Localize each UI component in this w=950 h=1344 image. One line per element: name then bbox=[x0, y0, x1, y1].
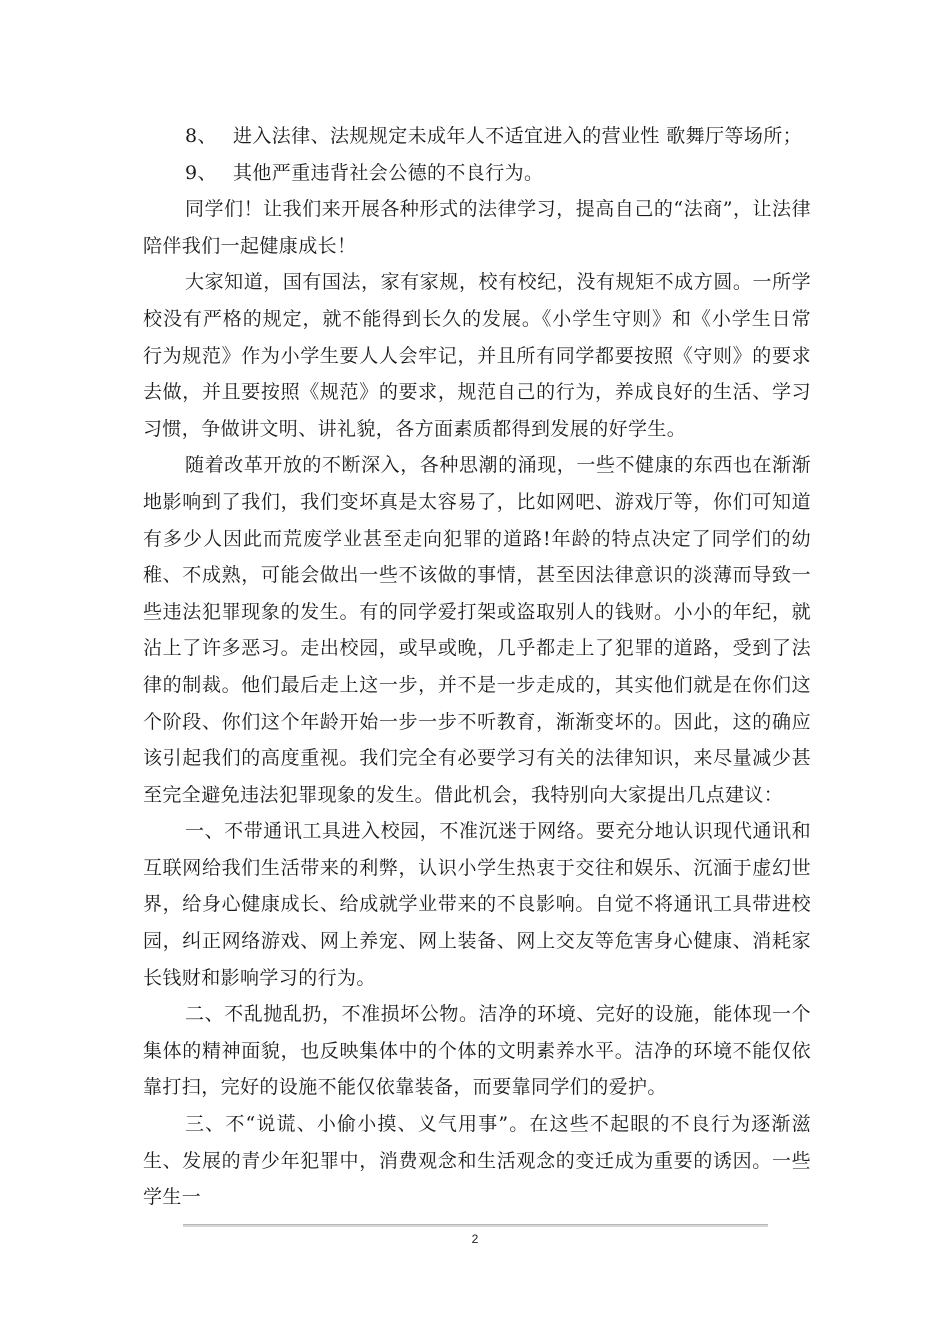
list-item bbox=[143, 118, 811, 155]
list-item-number: 9、 bbox=[185, 161, 217, 184]
page-number: 2 bbox=[471, 1232, 479, 1246]
paragraph-suggestion-three: 三、不“说谎、小偷小摸、义气用事”。在这些不起眼的不良行为逐渐滋生、发展的青少年犯罪中，消费观念和生活观念的变迁成为重要的诱因。一些学生一 bbox=[143, 1113, 811, 1209]
paragraph-suggestion-one: 一、不带通讯工具进入校园，不准沉迷于网络。要充分地认识现代通讯和互联网给我们生活带来的利弊，认识小学生热衷于交往和娱乐、沉湎于虚幻世界，给身心健康成长、给成就学业带来的不良影响。自觉不将通讯工具带进校园，纠正网络游戏、网上养宠、网上装备、网上交友等危害身心健康、消耗家长钱财和影响学习的行为。 bbox=[143, 820, 811, 989]
list-item-text: 其他严重违背社会公德的不良行为。 bbox=[233, 161, 544, 184]
paragraph-call-to-action: 同学们！让我们来开展各种形式的法律学习，提高自己的“法商”，让法律陪伴我们一起健康成长！ bbox=[143, 198, 811, 257]
list-item-number: 8、 bbox=[185, 125, 217, 147]
footer-divider bbox=[183, 1224, 768, 1227]
paragraph-social-influence: 随着改革开放的不断深入，各种思潮的涌现，一些不健康的东西也在渐渐地影响到了我们，我们变坏真是太容易了，比如网吧、游戏厅等，你们可知道有多少人因此而荒废学业甚至走向犯罪的道路!年龄的特点决定了同学们的幼稚、不成熟，可能会做出一些不该做的事情，甚至因法律意识的淡薄而导致一些违法犯罪现象的发生。有的同学爱打架或盗取别人的钱财。小小的年纪，就沾上了许多恶习。走出校园，或早或晚，几乎都走上了犯罪的道路，受到了法律的制裁。他们最后走上这一步，并不是一步走成的，其实他们就是在你们这个阶段、你们这个年龄开始一步一步不听教育，渐渐变坏的。因此，这的确应该引起我们的高度重视。我们完全有必要学习有关的法律知识，来尽量减少甚至完全避免违法犯罪现象的发生。借此机会，我特别向大家提出几点建议： bbox=[143, 454, 811, 806]
paragraph-rules: 大家知道，国有国法，家有家规，校有校纪，没有规矩不成方圆。一所学校没有严格的规定，就不能得到长久的发展。《小学生守则》和《小学生日常行为规范》作为小学生要人人会牢记，并且所有同学都要按照《守则》的要求去做，并且要按照《规范》的要求，规范自己的行为，养成良好的生活、学习习惯，争做讲文明、讲礼貌，各方面素质都得到发展的好学生。 bbox=[143, 271, 811, 440]
list-item-text: 进入法律、法规规定未成年人不适宜进入的营业性 歌舞厅等场所； bbox=[233, 125, 803, 147]
body-text bbox=[143, 118, 811, 1216]
list-item bbox=[143, 155, 811, 192]
paragraph-suggestion-two: 二、不乱抛乱扔，不准损坏公物。洁净的环境、完好的设施，能体现一个集体的精神面貌，也反映集体中的个体的文明素养水平。洁净的环境不能仅依靠打扫，完好的设施不能仅依靠装备，而要靠同学们的爱护。 bbox=[143, 1003, 811, 1099]
